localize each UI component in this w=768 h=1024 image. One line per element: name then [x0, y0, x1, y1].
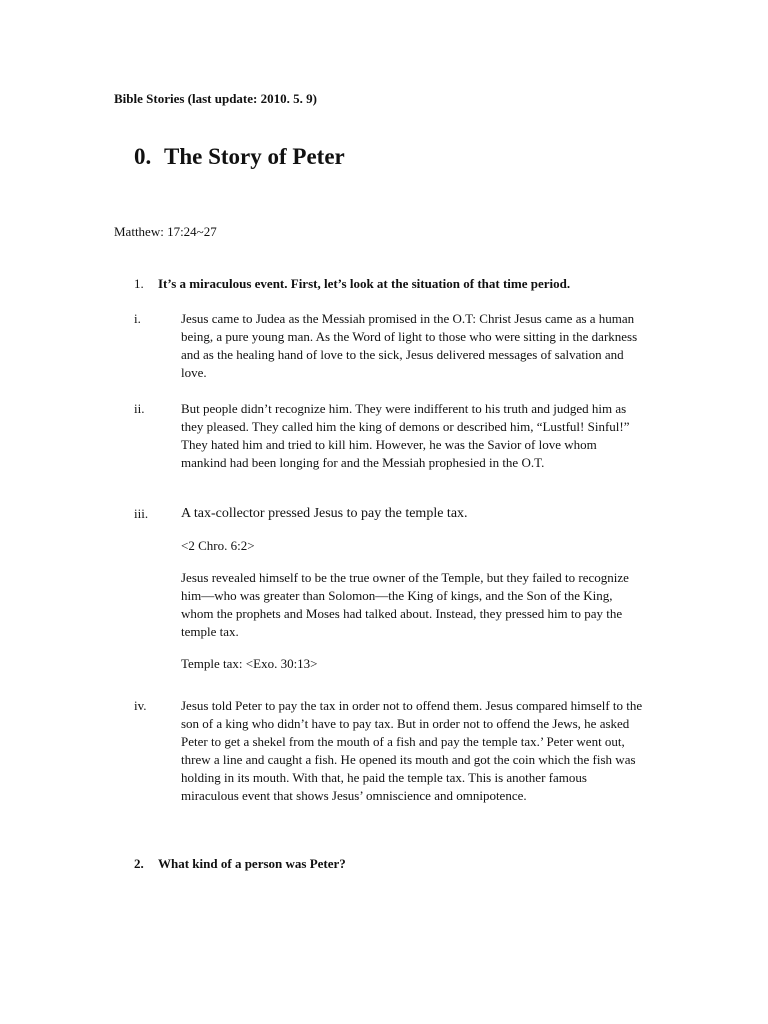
list-marker: ii.: [134, 401, 145, 416]
list-item-text: Jesus told Peter to pay the tax in order not to offend them. Jesus compared himself to the son of a king who didn’t have to pay tax. But in order not to offend the Jews, he asked Peter to get a shekel from the mouth of a fish and pay the temple tax.’ Peter went out, threw a line and caught a fish. He opened its mouth and got the coin which the fish was holding in its mouth. With that, he paid the temple tax. This is another famous miraculous event that shows Jesus’ omniscience and omnipotence.: [181, 698, 643, 803]
section-heading-1: [134, 276, 570, 292]
list-item-text: A tax-collector pressed Jesus to pay the temple tax.: [181, 506, 468, 521]
list-marker: iv.: [134, 698, 147, 713]
section-number: 1.: [134, 276, 144, 291]
section-number: 2.: [134, 856, 144, 871]
list-item-ii: [134, 400, 654, 472]
list-item-iii: [134, 505, 654, 673]
section-heading-text: What kind of a person was Peter?: [158, 856, 346, 871]
scripture-reference: Matthew: 17:24~27: [114, 224, 217, 239]
temple-tax-note: Temple tax: <Exo. 30:13>: [181, 656, 318, 671]
list-marker: i.: [134, 311, 141, 326]
list-item-text: Jesus came to Judea as the Messiah promised in the O.T: Christ Jesus came as a human being, a pure young man. As the Word of light to those who were sitting in the darkness and as the healing hand of love to the sick, Jesus delivered messages of salvation and love.: [181, 311, 638, 380]
document-header: Bible Stories (last update: 2010. 5. 9): [114, 91, 317, 106]
list-item-text: But people didn’t recognize him. They were indifferent to his truth and judged him as they pleased. They called him the king of demons or described him, “Lustful! Sinful!” They hated him and tried to kill him. However, he was the Savior of love whom mankind had been longing for and the Messiah prophesied in the O.T.: [181, 401, 630, 470]
section-heading-2: [134, 856, 346, 872]
list-marker: iii.: [134, 506, 149, 521]
story-title-number: 0.: [134, 144, 152, 169]
list-item-paragraph: Jesus revealed himself to be the true owner of the Temple, but they failed to recognize him—who was greater than Solomon—the King of kings, and the Son of the King, whom the prophets and Moses had talked about. Instead, they pressed him to pay the temple tax.: [181, 570, 629, 639]
story-title: [134, 144, 345, 170]
story-title-text: The Story of Peter: [164, 144, 345, 169]
list-item-iv: [134, 697, 654, 805]
list-item-i: [134, 310, 654, 382]
scripture-citation: <2 Chro. 6:2>: [181, 538, 255, 553]
section-heading-text: It’s a miraculous event. First, let’s look at the situation of that time period.: [158, 276, 571, 291]
